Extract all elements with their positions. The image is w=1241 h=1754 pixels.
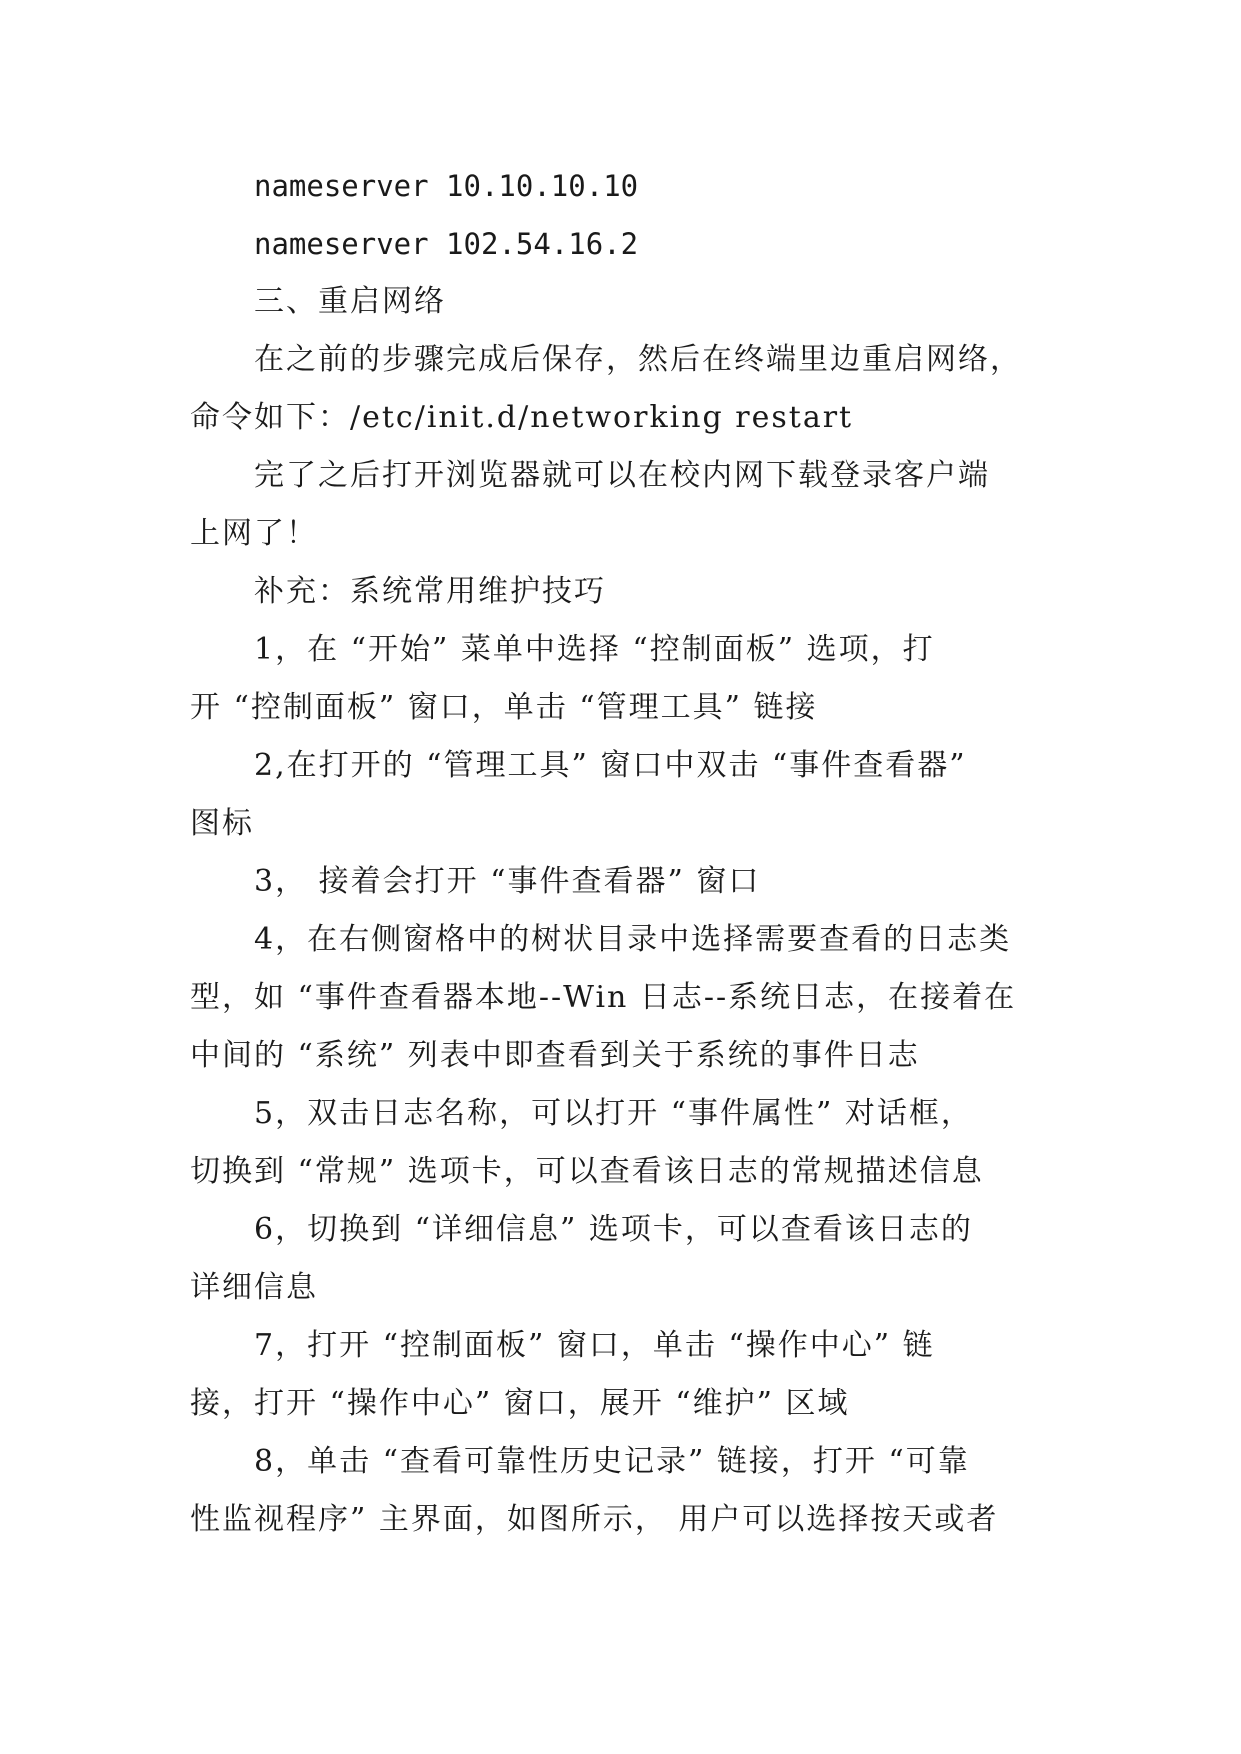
text-line: 1，在 “开始” 菜单中选择 “控制面板” 选项，打	[254, 632, 935, 667]
text-line: 8，单击 “查看可靠性历史记录” 链接，打开 “可靠	[254, 1444, 970, 1479]
text-line: 在之前的步骤完成后保存，然后在终端里边重启网络，	[254, 342, 1022, 377]
text-line: 4，在右侧窗格中的树状目录中选择需要查看的日志类	[254, 922, 1012, 957]
text-line: 性监视程序” 主界面，如图所示， 用户可以选择按天或者	[190, 1502, 999, 1537]
text-line: nameserver 10.10.10.10	[254, 169, 639, 203]
text-line: 5，双击日志名称，可以打开 “事件属性” 对话框，	[254, 1096, 973, 1131]
text-line: 2,在打开的 “管理工具” 窗口中双击 “事件查看器”	[254, 748, 967, 783]
text-line: 完了之后打开浏览器就可以在校内网下载登录客户端	[254, 458, 990, 493]
text-line: 接，打开 “操作中心” 窗口，展开 “维护” 区域	[190, 1386, 850, 1421]
section-heading: 三、重启网络	[254, 284, 446, 319]
text-line: 3， 接着会打开 “事件查看器” 窗口	[254, 864, 761, 899]
text-line: 6，切换到 “详细信息” 选项卡，可以查看该日志的	[254, 1212, 973, 1247]
text-line: 补充：系统常用维护技巧	[254, 574, 606, 609]
text-line: 切换到 “常规” 选项卡，可以查看该日志的常规描述信息	[190, 1154, 984, 1189]
text-line: 7，打开 “控制面板” 窗口，单击 “操作中心” 链	[254, 1328, 935, 1363]
text-line: nameserver 102.54.16.2	[254, 227, 639, 261]
text-line: 详细信息	[190, 1270, 318, 1305]
text-line: 型，如 “事件查看器本地--Win 日志--系统日志，在接着在	[190, 980, 1017, 1015]
text-line: 中间的 “系统” 列表中即查看到关于系统的事件日志	[190, 1038, 920, 1073]
text-line: 图标	[190, 806, 254, 841]
text-line: 命令如下：/etc/init.d/networking restart	[190, 400, 854, 435]
text-line: 开 “控制面板” 窗口，单击 “管理工具” 链接	[190, 690, 818, 725]
text-line: 上网了！	[190, 516, 318, 551]
